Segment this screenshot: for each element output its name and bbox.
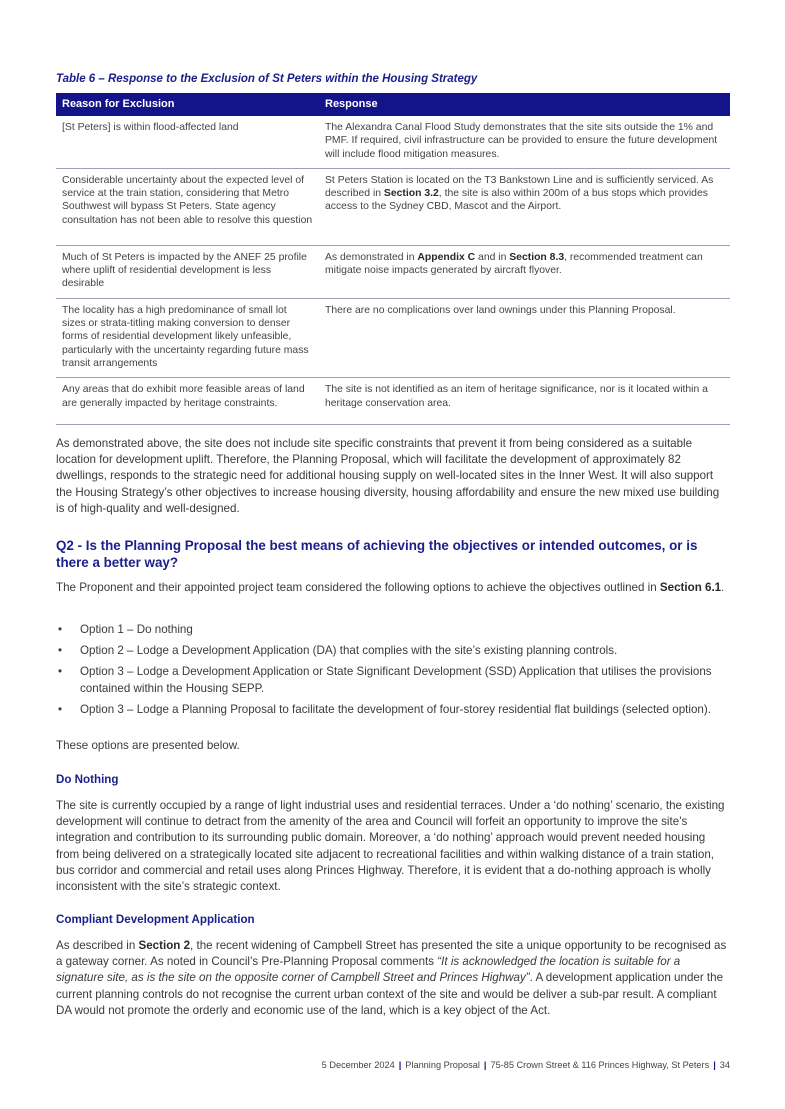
compliant-da-paragraph: As described in Section 2, the recent widening of Campbell Street has presented the site a unique opportunity to be recognised as a gateway corner. As noted in Council’s Pre-Planning Proposal comments “It is acknowledged the location is suitable for a signature site, as is the site on the opposite corner of Campbell Street and Princes Highway”. A development application under the current planning controls do not recognise the current urban context of the site and would be deliver a sub-par result. A compliant DA would not promote the orderly and economic use of the land, which is a key object of the Act. xyxy=(56,939,727,1017)
bullet-icon: • xyxy=(58,665,63,679)
options-outro: These options are presented below. xyxy=(56,739,240,752)
reason-cell: Much of St Peters is impacted by the ANEF 25 profile where uplift of residential development is less desirable xyxy=(56,245,319,298)
response-table xyxy=(56,93,730,425)
footer-separator: | xyxy=(483,1060,487,1070)
list-item: • Option 2 – Lodge a Development Application (DA) that complies with the site’s existing planning controls. xyxy=(56,643,730,659)
header-response: Response xyxy=(319,93,730,116)
footer-separator: | xyxy=(713,1060,716,1070)
page-number: 34 xyxy=(719,1060,730,1070)
bullet-icon: • xyxy=(58,623,63,636)
options-list xyxy=(56,622,730,723)
table-header-row xyxy=(56,93,730,116)
list-item: • Option 3 – Lodge a Planning Proposal to facilitate the development of four-storey residential flat buildings (selected option). xyxy=(56,702,730,718)
section-reference: Section 6.1 xyxy=(659,581,722,594)
response-cell: The Alexandra Canal Flood Study demonstrates that the site sits outside the 1% and PMF. If required, civil infrastructure can be provided to ensure the future development will include flood mitigation measures. xyxy=(319,116,730,168)
table-caption: Table 6 – Response to the Exclusion of St Peters within the Housing Strategy xyxy=(56,73,478,85)
compliant-da-heading: Compliant Development Application xyxy=(56,913,255,926)
section-reference: Section 2 xyxy=(138,939,191,952)
reason-cell: [St Peters] is within flood-affected land xyxy=(56,116,319,168)
footer-address: 75-85 Crown Street & 116 Princes Highway, St Peters xyxy=(490,1060,710,1070)
table-row xyxy=(56,298,730,377)
reason-cell: The locality has a high predominance of small lot sizes or strata-titling making conversion to denser forms of residential development likely unfeasible, particularly with the uncertainty regarding future mass transit arrangements xyxy=(56,298,319,377)
response-cell: St Peters Station is located on the T3 Bankstown Line and is sufficiently serviced. As described in Section 3.2, the site is also within 200m of a bus stops which provides access to the Sydney CBD, Mascot and the Airport. xyxy=(319,168,730,245)
table-row xyxy=(56,116,730,168)
footer-doc-title: Planning Proposal xyxy=(405,1060,480,1070)
q2-intro: The Proponent and their appointed project team considered the following options to achieve the objectives outlined in Section 6.1. xyxy=(56,581,725,594)
footer-date: 5 December 2024 xyxy=(321,1060,395,1070)
list-item: • Option 3 – Lodge a Development Application or State Significant Development (SSD) Application that utilises the provisions contained within the Housing SEPP. xyxy=(58,665,712,695)
response-cell: There are no complications over land ownings under this Planning Proposal. xyxy=(319,298,730,377)
table-row xyxy=(56,378,730,425)
table-row xyxy=(56,245,730,298)
response-cell: As demonstrated in Appendix C and in Section 8.3, recommended treatment can mitigate noise impacts generated by aircraft flyover. xyxy=(319,245,730,298)
reason-cell: Considerable uncertainty about the expected level of service at the train station, considering that Metro Southwest will bypass St Peters. State agency consultation has not been able to resolve this question xyxy=(56,168,319,245)
section-reference: Section 8.3 xyxy=(509,251,565,263)
list-item: • Option 1 – Do nothing xyxy=(56,622,730,638)
bullet-icon: • xyxy=(58,644,63,658)
appendix-reference: Appendix C xyxy=(417,251,476,263)
reason-cell: Any areas that do exhibit more feasible areas of land are generally impacted by heritage constraints. xyxy=(56,378,319,425)
summary-paragraph: As demonstrated above, the site does not include site specific constraints that prevent it from being considered as a suitable location for development uplift. Therefore, the Planning Proposal, which will facilitate the development of approximately 82 dwellings, responds to the strategic need for additional housing supply on well-located sites in the Inner West. It will also support the Housing Strategy’s other objectives to increase housing diversity, housing affordability and ensure the new mixed use building is of high-quality and well-designed. xyxy=(56,437,720,515)
bullet-icon: • xyxy=(58,702,63,716)
do-nothing-paragraph: The site is currently occupied by a range of light industrial uses and residential terraces. Under a ‘do nothing’ scenario, the existing development will continue to detract from the amenity of the area and Council will forfeit an opportunity to improve the site’s integration and contribution to its surrounding public domain. Moreover, a ‘do nothing’ approach would prevent needed housing from being delivered on a strategically located site adjacent to recreational facilities and within walking distance of a train station, bus corridor and commercial and retail uses along Princes Highway. Therefore, it is evident that a do-nothing approach is wholly inconsistent with the site’s strategic context. xyxy=(56,799,725,894)
council-quote: “It is acknowledged the location is suitable for a signature site, as is the site on the opposite corner of Campbell Street and Princes Highway” xyxy=(56,955,681,985)
q2-heading: Q2 - Is the Planning Proposal the best means of achieving the objectives or intended outcomes, or is there a better way? xyxy=(56,538,698,570)
do-nothing-heading: Do Nothing xyxy=(56,773,119,786)
footer-separator: | xyxy=(398,1060,402,1070)
response-cell: The site is not identified as an item of heritage significance, nor is it located within a heritage conservation area. xyxy=(319,378,730,425)
section-reference: Section 3.2 xyxy=(383,188,439,200)
header-reason: Reason for Exclusion xyxy=(56,93,319,116)
page-footer xyxy=(322,1060,730,1070)
table-row xyxy=(56,168,730,245)
